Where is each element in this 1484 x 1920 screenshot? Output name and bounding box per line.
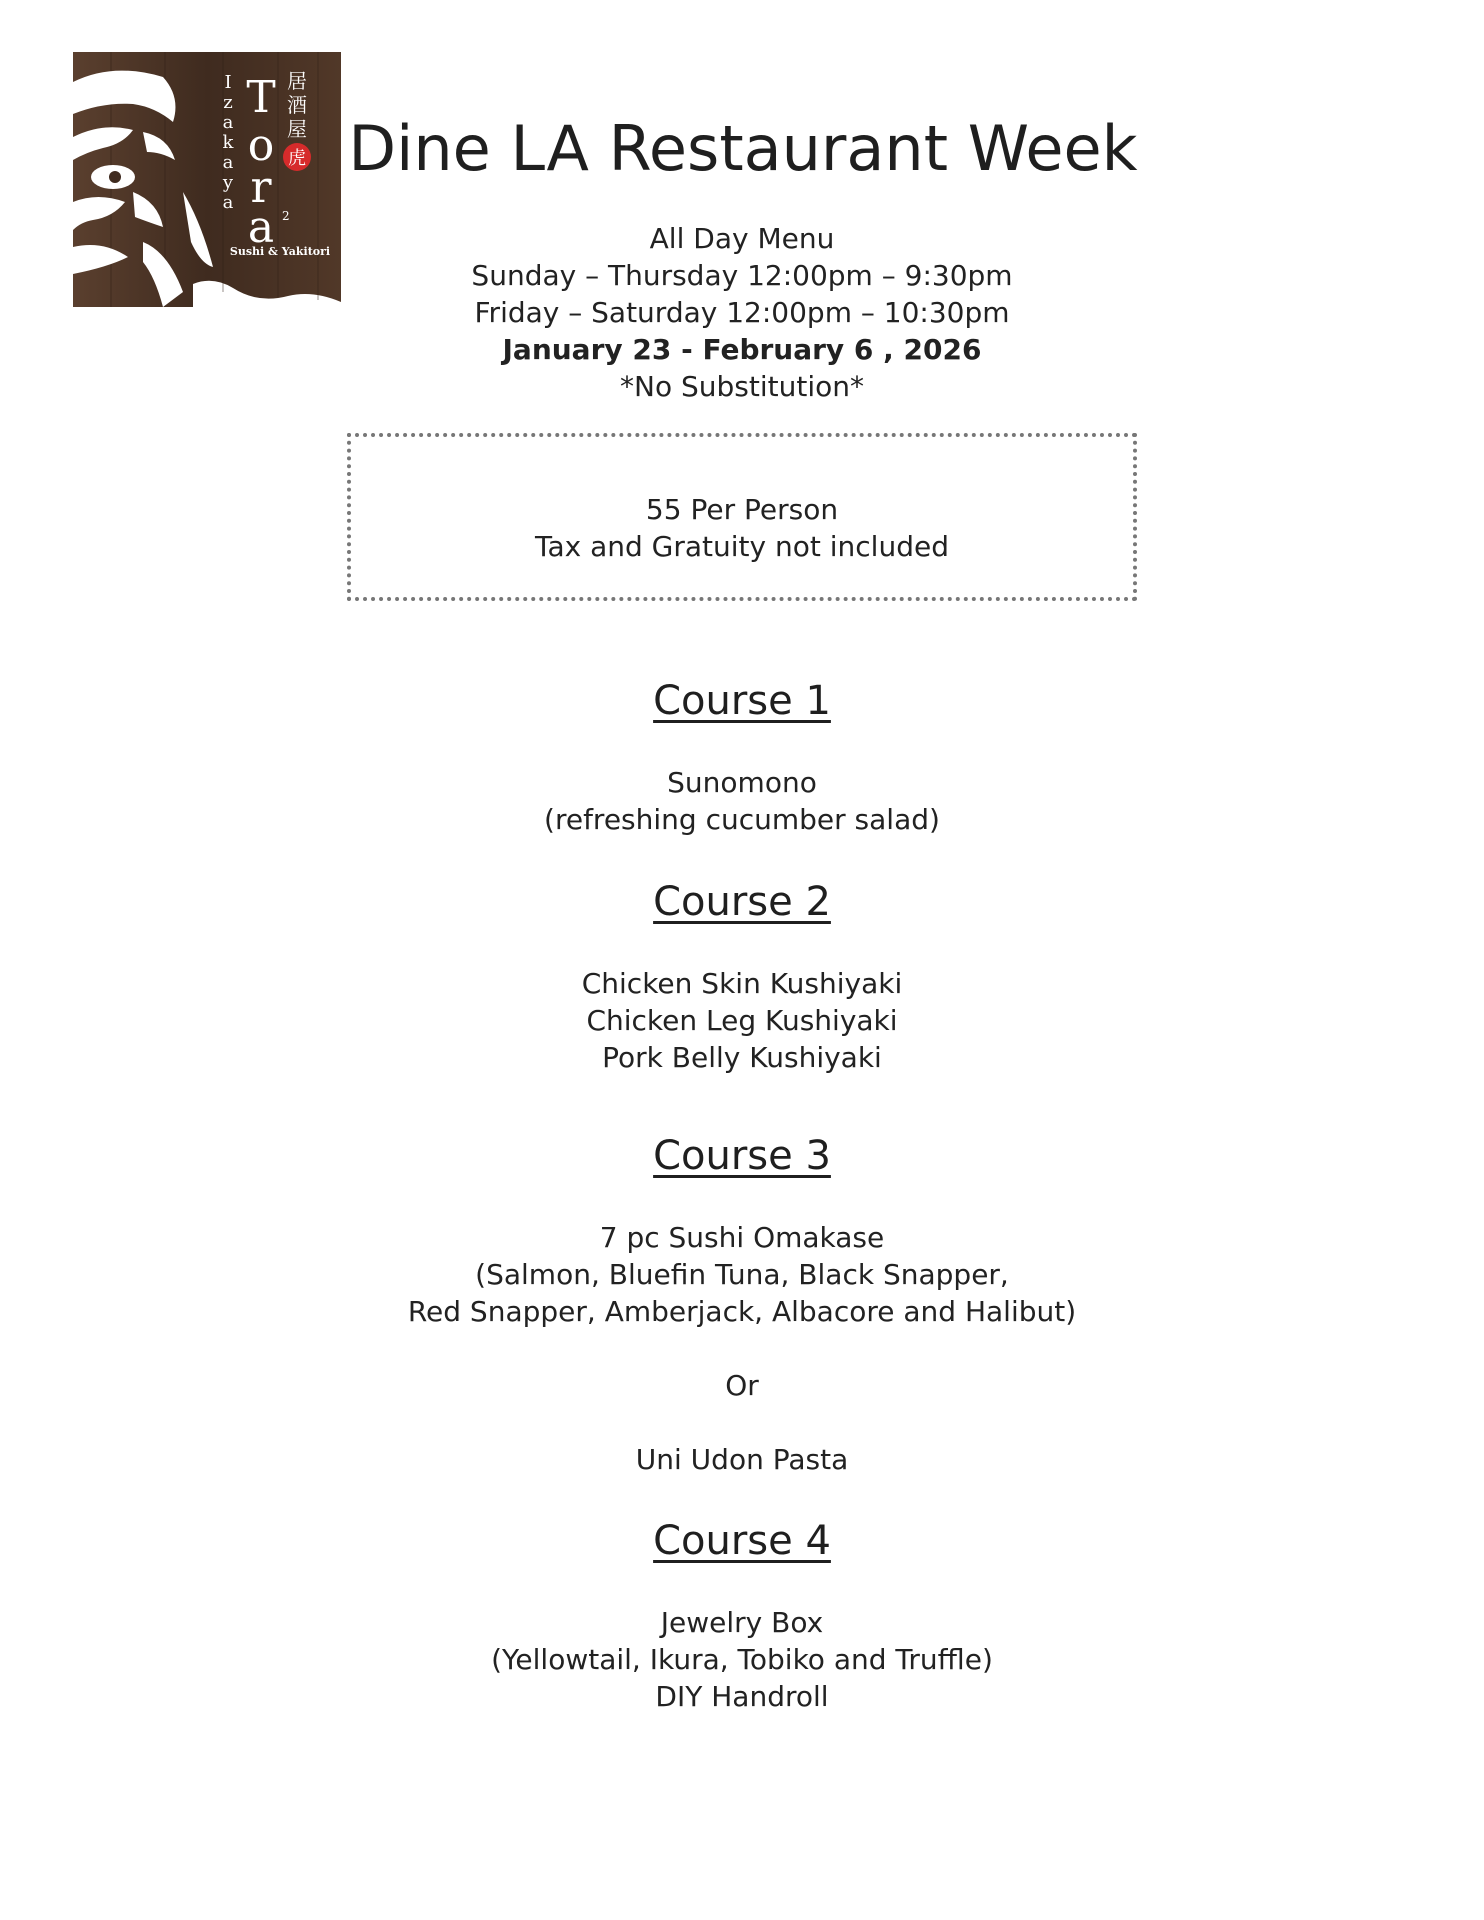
weekend-hours: Friday – Saturday 12:00pm – 10:30pm xyxy=(474,296,1010,329)
menu-item: Chicken Skin Kushiyaki xyxy=(581,967,903,1000)
menu-item: DIY Handroll xyxy=(655,1680,829,1713)
course-1-heading: Course 1 xyxy=(653,678,831,724)
page-title: Dine LA Restaurant Week xyxy=(348,112,1138,185)
svg-text:2: 2 xyxy=(282,209,290,223)
svg-text:屋: 屋 xyxy=(287,117,307,141)
price-note: Tax and Gratuity not included xyxy=(535,530,949,563)
spacer xyxy=(0,1404,1484,1441)
svg-text:a: a xyxy=(222,192,234,213)
course-1-items xyxy=(0,764,1484,838)
menu-type: All Day Menu xyxy=(649,222,835,255)
svg-text:虎: 虎 xyxy=(288,148,306,169)
course-3-items xyxy=(0,1219,1484,1478)
course-4-heading: Course 4 xyxy=(653,1518,831,1564)
page-title-wrap xyxy=(340,112,1146,185)
svg-text:k: k xyxy=(222,132,234,153)
menu-item: Chicken Leg Kushiyaki xyxy=(586,1004,898,1037)
course-3-heading: Course 3 xyxy=(653,1133,831,1179)
price-box xyxy=(347,433,1137,601)
svg-text:a: a xyxy=(222,112,234,133)
menu-or: Or xyxy=(725,1369,759,1402)
svg-text:酒: 酒 xyxy=(287,93,307,117)
svg-text:y: y xyxy=(222,172,234,193)
event-dates: January 23 - February 6 , 2026 xyxy=(502,333,982,366)
svg-text:o: o xyxy=(247,120,275,171)
menu-item: Uni Udon Pasta xyxy=(635,1443,849,1476)
svg-text:T: T xyxy=(246,72,276,123)
menu-item: (Yellowtail, Ikura, Tobiko and Truffle) xyxy=(491,1643,993,1676)
weekday-hours: Sunday – Thursday 12:00pm – 9:30pm xyxy=(471,259,1013,292)
course-4-items xyxy=(0,1604,1484,1715)
menu-item: Jewelry Box xyxy=(660,1606,824,1639)
price: 55 Per Person xyxy=(645,493,839,526)
menu-item: 7 pc Sushi Omakase xyxy=(599,1221,885,1254)
logo-izakaya-text: I xyxy=(224,72,232,93)
menu-item: Red Snapper, Amberjack, Albacore and Halibut) xyxy=(407,1295,1077,1328)
svg-text:r: r xyxy=(250,162,272,213)
substitution-note: *No Substitution* xyxy=(620,370,864,403)
svg-text:z: z xyxy=(223,92,233,113)
svg-text:居: 居 xyxy=(287,69,307,93)
menu-item: Sunomono xyxy=(667,766,817,799)
menu-item: (refreshing cucumber salad) xyxy=(544,803,940,836)
logo-tagline: Sushi & Yakitori xyxy=(229,245,331,258)
hours-block xyxy=(0,220,1484,405)
spacer xyxy=(0,1330,1484,1367)
course-2-items xyxy=(0,965,1484,1076)
svg-text:a: a xyxy=(247,202,275,253)
svg-text:a: a xyxy=(222,152,234,173)
menu-item: Pork Belly Kushiyaki xyxy=(602,1041,882,1074)
course-2-heading: Course 2 xyxy=(653,879,831,925)
menu-item: (Salmon, Bluefin Tuna, Black Snapper, xyxy=(475,1258,1009,1291)
